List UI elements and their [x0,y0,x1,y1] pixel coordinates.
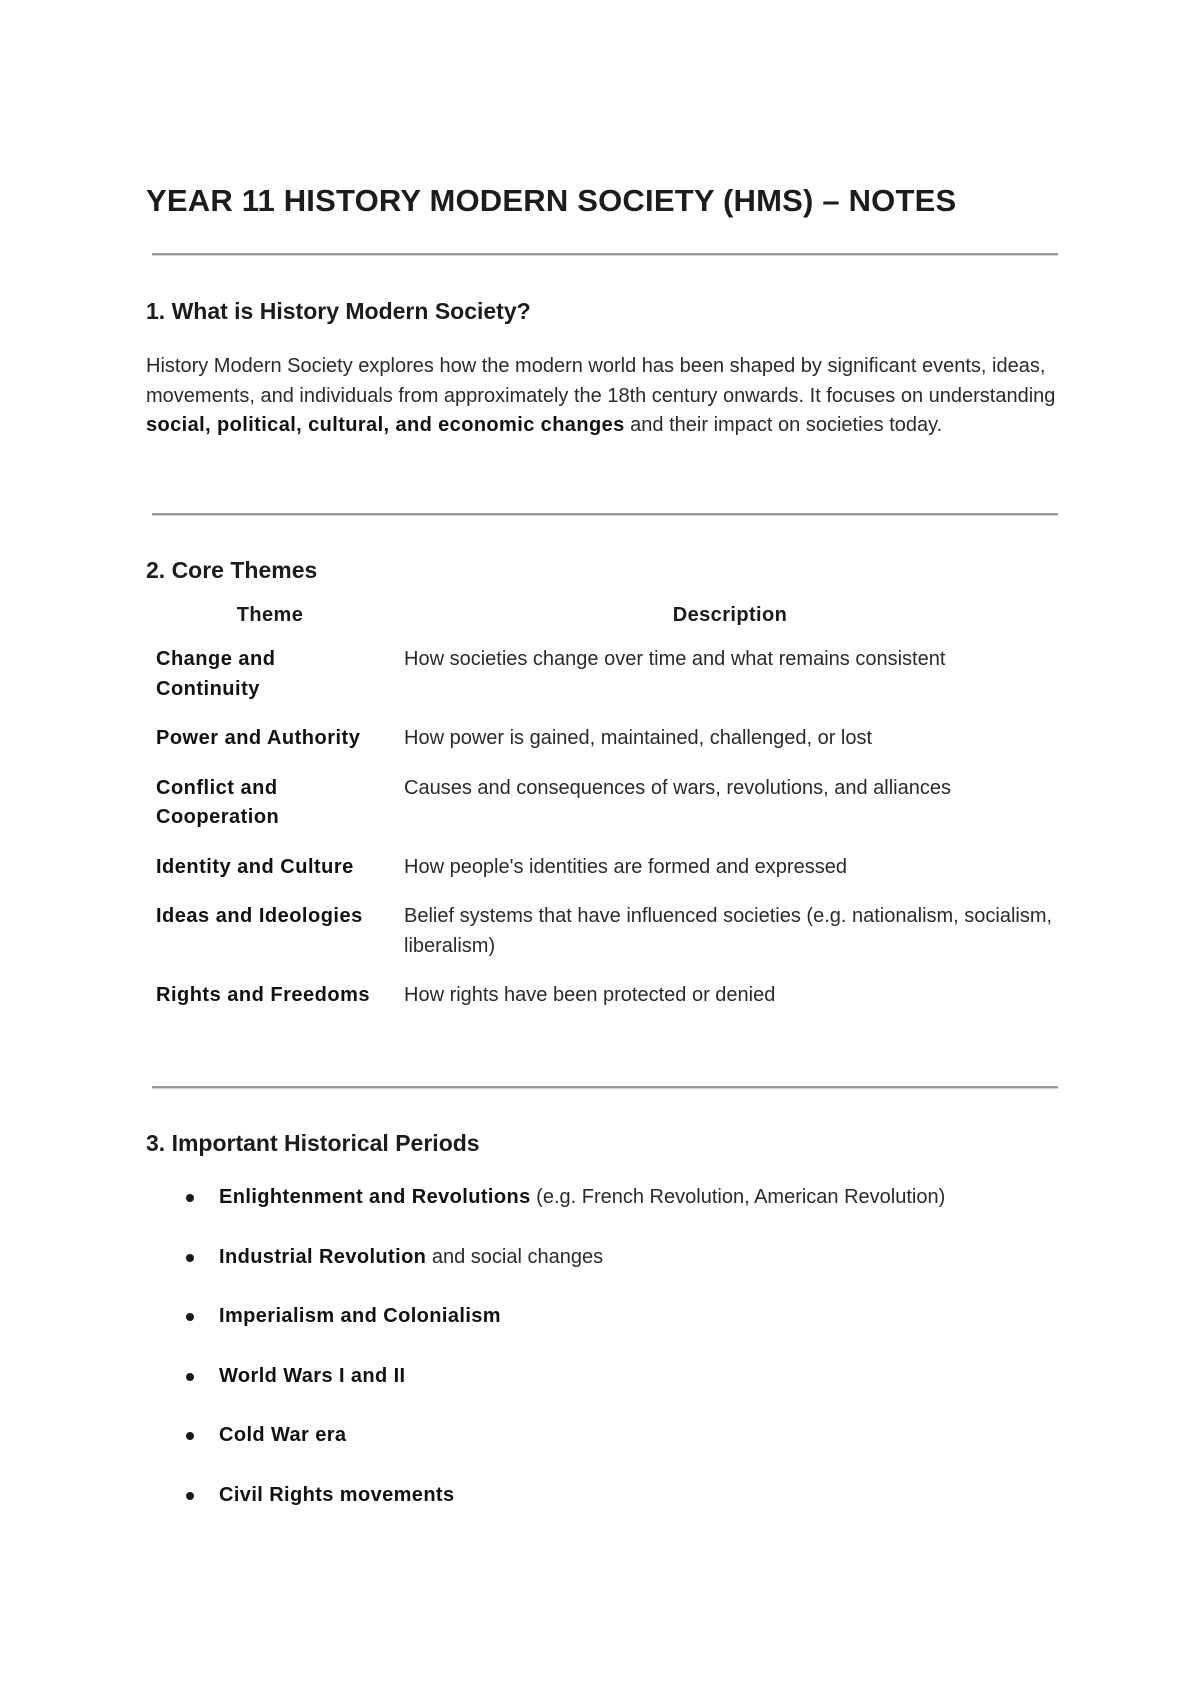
table-row [146,896,1066,975]
theme-cell: Power and Authority [156,727,361,749]
list-item-rest: and social changes [426,1245,604,1268]
column-header-description: Description [672,604,788,626]
table-row [146,768,1066,847]
theme-cell: Change and Continuity [156,648,276,700]
bullet-icon [186,1432,194,1440]
intro-text-before: History Modern Society explores how the modern world has been shaped by significant events, ideas, movements, and individuals from approximately the 18th century onwards. It focuses on understanding [146,355,1056,407]
description-cell: How societies change over time and what remains consistent [404,648,946,670]
bullet-icon [186,1254,194,1262]
bullet-icon [186,1313,194,1321]
theme-cell: Rights and Freedoms [156,984,370,1006]
description-cell: Causes and consequences of wars, revolutions, and alliances [404,776,951,799]
core-themes-table [146,604,1066,1025]
horizontal-divider [152,513,1058,516]
table-header-row [146,604,1066,639]
description-cell: Belief systems that have influenced societies (e.g. nationalism, socialism, liberalism) [404,905,1053,957]
theme-cell: Conflict and Cooperation [156,776,280,828]
description-cell: How power is gained, maintained, challenged, or lost [404,727,873,749]
list-item [146,1302,945,1362]
bullet-icon [186,1373,194,1381]
table-row [146,847,1066,897]
list-item-bold: World Wars I and II [219,1364,406,1387]
list-item-bold: Cold War era [219,1424,347,1446]
list-item [146,1481,945,1541]
document-title: YEAR 11 HISTORY MODERN SOCIETY (HMS) – NOTES [146,183,957,218]
theme-cell: Ideas and Ideologies [156,905,363,927]
section-heading-core-themes: 2. Core Themes [146,557,318,583]
table-row [146,718,1066,768]
section-heading-what-is-hms: 1. What is History Modern Society? [146,298,531,324]
table-row [146,639,1066,718]
description-cell: How people's identities are formed and expressed [404,855,847,878]
list-item-bold: Civil Rights movements [219,1483,455,1506]
horizontal-divider [152,253,1058,256]
section-heading-historical-periods: 3. Important Historical Periods [146,1130,480,1156]
list-item [146,1421,945,1481]
list-item [146,1243,945,1303]
theme-cell: Identity and Culture [156,855,354,878]
intro-emphasis: social, political, cultural, and economic changes [146,414,625,436]
list-item-bold: Enlightenment and Revolutions [219,1186,531,1208]
column-header-theme: Theme [236,604,304,626]
intro-text-after: and their impact on societies today. [624,414,943,436]
table-row [146,975,1066,1025]
intro-paragraph [146,352,1076,441]
horizontal-divider [152,1086,1058,1089]
list-item [146,1183,945,1243]
historical-periods-list [146,1183,945,1540]
bullet-icon [186,1492,194,1500]
list-item [146,1362,945,1422]
list-item-bold: Industrial Revolution [219,1245,427,1268]
list-item-bold: Imperialism and Colonialism [219,1305,501,1327]
bullet-icon [186,1194,194,1202]
description-cell: How rights have been protected or denied [404,984,776,1006]
list-item-rest: (e.g. French Revolution, American Revolution) [530,1186,946,1208]
